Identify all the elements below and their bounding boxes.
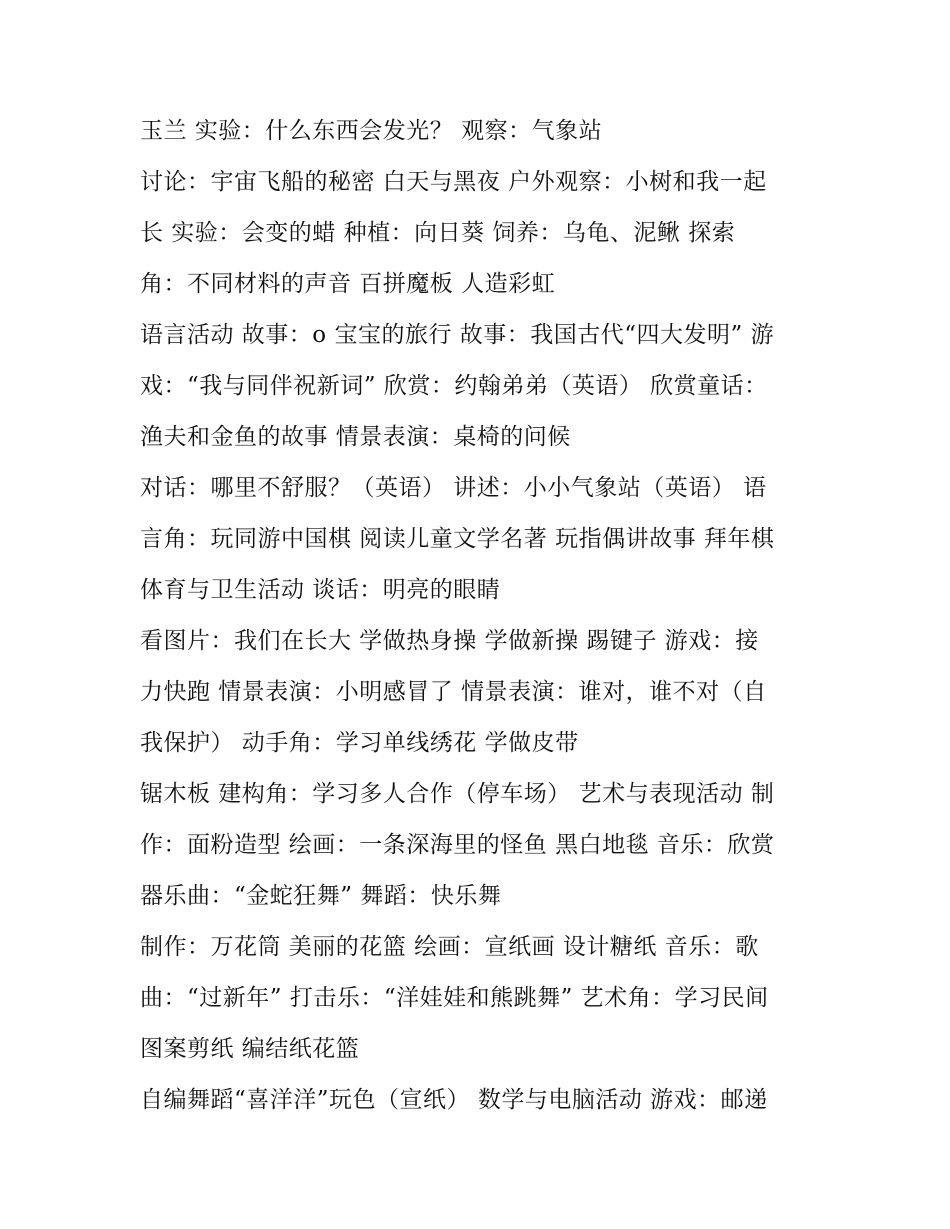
- text-line: 看图片：我们在长大 学做热身操 学做新操 踢键子 游戏：接: [140, 628, 759, 654]
- text-line: 体育与卫生活动 谈话：明亮的眼睛: [140, 577, 501, 603]
- text-line: 长 实验：会变的蜡 种植：向日葵 饲养：乌龟、泥鳅 探索: [140, 220, 736, 246]
- text-line: 戏：“我与同伴祝新词” 欣赏：约翰弟弟（英语） 欣赏童话：: [140, 373, 768, 399]
- text-line: 言角：玩同游中国棋 阅读儿童文学名著 玩指偶讲故事 拜年棋: [140, 526, 775, 552]
- text-line: 制作：万花筒 美丽的花篮 绘画：宣纸画 设计糖纸 音乐：歌: [140, 934, 759, 960]
- text-line: 渔夫和金鱼的故事 情景表演：桌椅的问候: [140, 424, 571, 450]
- text-line: 图案剪纸 编结纸花篮: [140, 1036, 360, 1062]
- text-line: 对话：哪里不舒服？（英语） 讲述：小小气象站（英语） 语: [140, 475, 767, 501]
- text-line: 玉兰 实验：什么东西会发光？ 观察：气象站: [140, 118, 603, 144]
- body-text: [140, 106, 820, 1126]
- text-line: 器乐曲：“金蛇狂舞” 舞蹈：快乐舞: [140, 883, 502, 909]
- text-line: 锯木板 建构角：学习多人合作（停车场） 艺术与表现活动 制: [140, 781, 775, 807]
- text-line: 语言活动 故事：o 宝宝的旅行 故事：我国古代“四大发明” 游: [140, 322, 775, 348]
- text-line: 力快跑 情景表演：小明感冒了 情景表演：谁对，谁不对（自: [140, 679, 767, 705]
- text-line: 自编舞蹈“喜洋洋”玩色（宣纸） 数学与电脑活动 游戏：邮递: [140, 1087, 768, 1113]
- text-line: 讨论：宇宙飞船的秘密 白天与黑夜 户外观察：小树和我一起: [140, 169, 767, 195]
- text-line: 作：面粉造型 绘画：一条深海里的怪鱼 黑白地毯 音乐：欣赏: [140, 832, 775, 858]
- text-line: 角：不同材料的声音 百拼魔板 人造彩虹: [140, 271, 556, 297]
- text-line: 曲：“过新年” 打击乐：“洋娃娃和熊跳舞” 艺术角：学习民间: [140, 985, 769, 1011]
- text-line: 我保护） 动手角：学习单线绣花 学做皮带: [140, 730, 579, 756]
